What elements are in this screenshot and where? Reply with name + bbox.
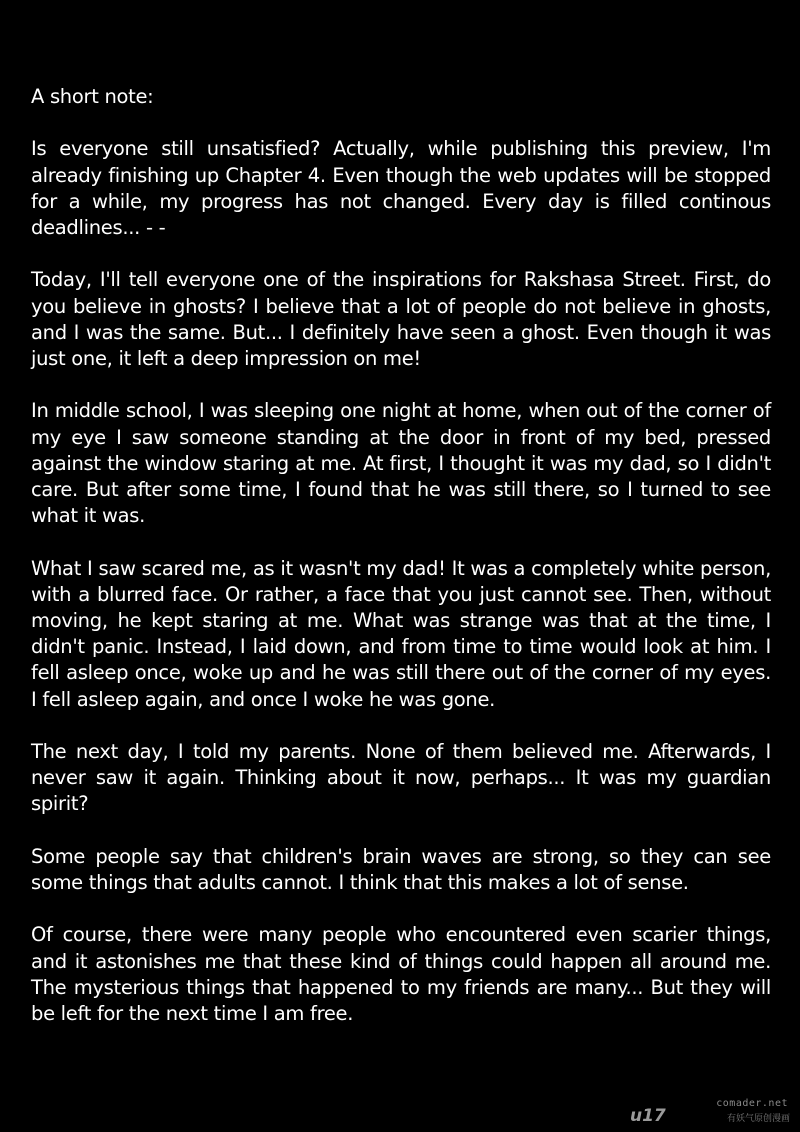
watermark-subtitle: 有妖气原创漫画 bbox=[726, 1114, 790, 1124]
note-paragraph-7: Of course, there were many people who encountered even scarier things, and it astonishes me that these kind of things could happen all around me. The mysterious things that happened to my friends are many... But they will be left for the next time I am free. bbox=[31, 923, 771, 1025]
note-paragraph-4: What I saw scared me, as it wasn't my dad! It was a completely white person, with a blurred face. Or rather, a face that you just cannot see. Then, without moving, he kept staring at me. What was strange was that at the time, I didn't panic. Instead, I laid down, and from time to time would look at him. I fell asleep once, woke up and he was still there out of the corner of my eyes. I fell asleep again, and once I woke he was gone. bbox=[31, 556, 771, 711]
note-paragraph-5: The next day, I told my parents. None of them believed me. Afterwards, I never saw it again. Thinking about it now, perhaps... It was my guardian spirit? bbox=[31, 740, 771, 816]
note-paragraph-2: Today, I'll tell everyone one of the inspirations for Rakshasa Street. First, do you believe in ghosts? I believe that a lot of people do not believe in ghosts, and I was the same. But... I definitely have seen a ghost. Even though it was just one, it left a deep impression on me! bbox=[31, 268, 771, 370]
note-paragraph-6: Some people say that children's brain waves are strong, so they can see some things that adults cannot. I think that this makes a lot of sense. bbox=[31, 844, 771, 894]
note-paragraph-1: Is everyone still unsatisfied? Actually, while publishing this preview, I'm already finishing up Chapter 4. Even though the web updates will be stopped for a while, my progress has not changed. Every day is filled continous deadlines... - - bbox=[31, 137, 771, 239]
publisher-watermark bbox=[630, 1098, 790, 1126]
note-paragraph-3: In middle school, I was sleeping one night at home, when out of the corner of my eye I saw someone standing at the door in front of my bed, pressed against the window staring at me. At first, I thought it was my dad, so I didn't care. But after some time, I found that he was still there, so I turned to see what it was. bbox=[31, 399, 771, 528]
author-note bbox=[31, 84, 771, 1053]
watermark-site: comader.net bbox=[716, 1098, 788, 1109]
note-heading: A short note: bbox=[31, 85, 154, 108]
watermark-logo: u17 bbox=[630, 1106, 666, 1126]
